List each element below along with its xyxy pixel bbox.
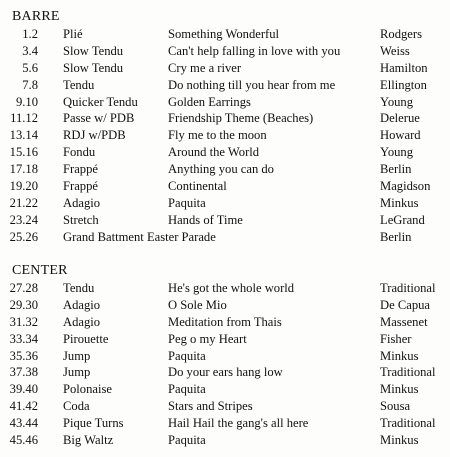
composer-name: Magidson xyxy=(380,179,431,194)
track-number: 43.44 xyxy=(9,416,38,431)
exercise-name: Quicker Tendu xyxy=(63,94,138,109)
list-item xyxy=(0,280,450,297)
barre-list xyxy=(0,26,450,246)
list-item xyxy=(0,60,450,77)
composer-name: Rodgers xyxy=(380,27,422,41)
track-number: 37.38 xyxy=(9,365,38,380)
song-title: Paquita xyxy=(168,348,206,363)
list-item xyxy=(0,161,450,178)
track-number: 33.34 xyxy=(9,331,38,346)
list-item xyxy=(0,178,450,195)
list-item xyxy=(0,43,450,60)
exercise-name: Plié xyxy=(63,27,83,41)
song-title: Hail Hail the gang's all here xyxy=(168,416,309,431)
exercise-name: Pique Turns xyxy=(63,416,124,431)
list-item xyxy=(0,398,450,415)
composer-name: Hamilton xyxy=(380,60,428,75)
track-number: 9.10 xyxy=(15,94,38,109)
track-number: 5.6 xyxy=(22,60,38,75)
song-title: Paquita xyxy=(168,382,206,397)
song-title: Can't help falling in love with you xyxy=(168,43,341,58)
song-title: Do your ears hang low xyxy=(168,365,283,380)
song-title: Do nothing till you hear from me xyxy=(168,77,336,92)
track-number: 35.36 xyxy=(9,348,38,363)
composer-name: Berlin xyxy=(380,162,412,177)
track-number: 23.24 xyxy=(9,212,38,227)
exercise-name: Jump xyxy=(63,348,91,363)
song-title: Anything you can do xyxy=(168,162,274,177)
track-number: 39.40 xyxy=(9,382,38,397)
track-number: 19.20 xyxy=(9,179,38,194)
composer-name: Young xyxy=(380,94,414,109)
track-number: 27.28 xyxy=(9,281,38,295)
track-number: 3.4 xyxy=(22,43,38,58)
song-title: Paquita xyxy=(168,433,206,448)
exercise-name: Pirouette xyxy=(63,331,109,346)
list-item xyxy=(0,432,450,449)
list-item xyxy=(0,77,450,94)
exercise-name: Frappé xyxy=(63,179,98,194)
track-number: 31.32 xyxy=(9,314,38,329)
composer-name: De Capua xyxy=(380,297,431,312)
list-item xyxy=(0,94,450,111)
song-title: Paquita xyxy=(168,195,206,210)
track-number: 29.30 xyxy=(9,297,38,312)
list-item xyxy=(0,348,450,365)
exercise-name: Adagio xyxy=(63,297,101,312)
track-number: 13.14 xyxy=(9,128,38,143)
song-title: Hands of Time xyxy=(168,212,243,227)
song-title: He's got the whole world xyxy=(168,281,295,295)
section-title-barre: BARRE xyxy=(12,9,60,24)
song-title: Meditation from Thais xyxy=(168,314,282,329)
exercise-name: Tendu xyxy=(63,281,95,295)
composer-name: Minkus xyxy=(380,348,419,363)
song-title: Fly me to the moon xyxy=(168,128,267,143)
list-item xyxy=(0,127,450,144)
track-number: 15.16 xyxy=(9,145,38,160)
song-title: Cry me a river xyxy=(168,60,242,75)
exercise-name: Passe w/ PDB xyxy=(63,111,135,126)
composer-name: Howard xyxy=(380,128,421,143)
exercise-name: Big Waltz xyxy=(63,433,114,448)
list-item xyxy=(0,415,450,432)
composer-name: Berlin xyxy=(380,229,412,244)
list-item xyxy=(0,110,450,127)
track-number: 11.12 xyxy=(10,111,38,126)
exercise-name: Adagio xyxy=(63,314,101,329)
list-item xyxy=(0,195,450,212)
composer-name: Traditional xyxy=(380,281,436,295)
song-title: O Sole Mio xyxy=(168,297,227,312)
track-number: 17.18 xyxy=(9,162,38,177)
exercise-name: Coda xyxy=(63,399,90,414)
composer-name: Fisher xyxy=(380,331,412,346)
composer-name: LeGrand xyxy=(380,212,425,227)
composer-name: Minkus xyxy=(380,195,419,210)
exercise-name: Tendu xyxy=(63,77,95,92)
track-number: 45.46 xyxy=(9,433,38,448)
composer-name: Traditional xyxy=(380,365,436,380)
song-title: Golden Earrings xyxy=(168,94,251,109)
composer-name: Minkus xyxy=(380,382,419,397)
composer-name: Delerue xyxy=(380,111,420,126)
exercise-name: Stretch xyxy=(63,212,99,227)
composer-name: Sousa xyxy=(380,399,411,414)
composer-name: Weiss xyxy=(380,43,410,58)
song-title: Peg o my Heart xyxy=(168,331,247,346)
composer-name: Young xyxy=(380,145,414,160)
list-item xyxy=(0,229,450,246)
list-item xyxy=(0,314,450,331)
composer-name: Minkus xyxy=(380,433,419,448)
center-list xyxy=(0,280,450,449)
list-item xyxy=(0,26,450,43)
list-item xyxy=(0,331,450,348)
exercise-name: Slow Tendu xyxy=(63,43,124,58)
composer-name: Ellington xyxy=(380,77,427,92)
exercise-name: Adagio xyxy=(63,195,101,210)
exercise-name: Fondu xyxy=(63,145,96,160)
list-item xyxy=(0,297,450,314)
section-title-center: CENTER xyxy=(12,263,68,278)
song-title: Continental xyxy=(168,179,227,194)
exercise-name: Slow Tendu xyxy=(63,60,124,75)
track-number: 25.26 xyxy=(9,229,38,244)
composer-name: Traditional xyxy=(380,416,436,431)
exercise-name: Frappé xyxy=(63,162,98,177)
song-title: Friendship Theme (Beaches) xyxy=(168,111,314,126)
exercise-name: Polonaise xyxy=(63,382,112,397)
exercise-name: Grand Battment Easter Parade xyxy=(63,229,216,244)
list-item xyxy=(0,381,450,398)
song-title: Around the World xyxy=(168,145,260,160)
track-number: 21.22 xyxy=(9,195,38,210)
exercise-name: RDJ w/PDB xyxy=(63,128,126,143)
track-number: 7.8 xyxy=(22,77,38,92)
track-number: 41.42 xyxy=(9,399,38,414)
list-item xyxy=(0,212,450,229)
song-title: Stars and Stripes xyxy=(168,399,253,414)
song-title: Something Wonderful xyxy=(168,27,280,41)
track-number: 1.2 xyxy=(22,27,38,41)
list-item xyxy=(0,364,450,381)
exercise-name: Jump xyxy=(63,365,91,380)
list-item xyxy=(0,144,450,161)
composer-name: Massenet xyxy=(380,314,428,329)
